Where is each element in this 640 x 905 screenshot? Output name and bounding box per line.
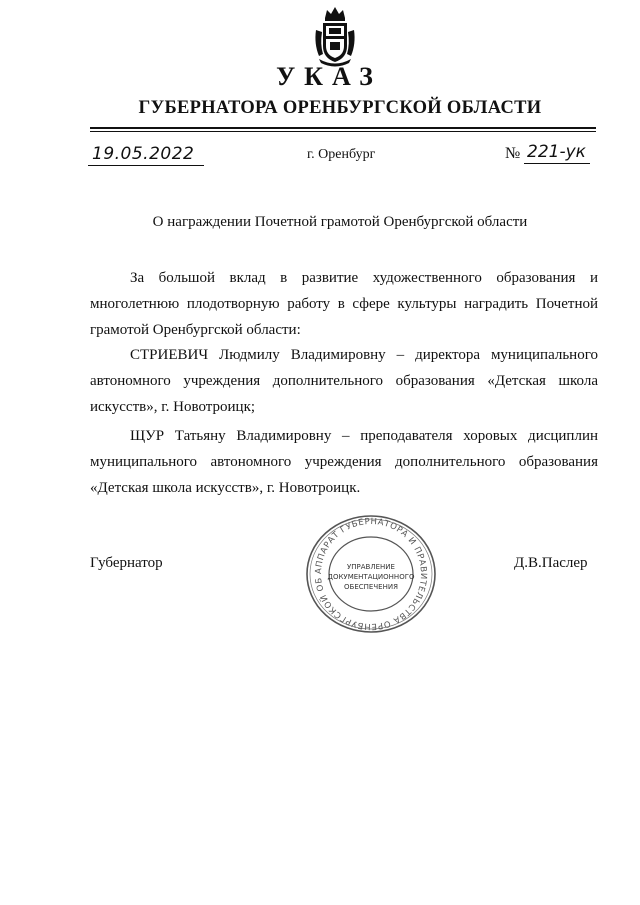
header-divider-thin xyxy=(90,131,596,132)
svg-text:ДОКУМЕНТАЦИОННОГО: ДОКУМЕНТАЦИОННОГО xyxy=(327,573,415,581)
coat-of-arms-icon xyxy=(313,4,357,68)
signatory-role: Губернатор xyxy=(90,555,163,571)
date-underline xyxy=(88,165,204,166)
svg-text:УПРАВЛЕНИЕ: УПРАВЛЕНИЕ xyxy=(347,563,395,571)
body-paragraph: За большой вклад в развитие художественного образования и многолетнюю плодотворную работу в сфере культуры наградить Почетной грамотой Оренбургской области: xyxy=(90,270,598,338)
number-sign: № xyxy=(505,145,521,162)
number-underline xyxy=(524,163,590,164)
svg-text:ОБЕСПЕЧЕНИЯ: ОБЕСПЕЧЕНИЯ xyxy=(344,583,398,591)
document-heading: О награждении Почетной грамотой Оренбургской области xyxy=(152,214,528,230)
document-number xyxy=(524,140,596,166)
header-divider xyxy=(90,127,596,129)
date-value: 19.05.2022 xyxy=(92,144,195,164)
document-date xyxy=(88,142,204,168)
awardee-paragraph: СТРИЕВИЧ Людмилу Владимировну – директора муниципального автономного учреждения дополнительного образования «Детская школа искусств», г. Новотроицк; xyxy=(90,347,598,415)
number-value: 221-ук xyxy=(527,142,586,162)
document-type-title: УКАЗ xyxy=(276,62,382,91)
official-stamp-icon xyxy=(303,512,439,636)
awardee-paragraph: ЩУР Татьяну Владимировну – преподавателя хоровых дисциплин муниципального автономного учреждения дополнительного образования «Детская школа искусств», г. Новотроицк. xyxy=(90,428,598,496)
document-city: г. Оренбург xyxy=(307,147,376,162)
issuer-subtitle: ГУБЕРНАТОРА ОРЕНБУРГСКОЙ ОБЛАСТИ xyxy=(138,98,542,118)
svg-text:АППАРАТ ГУБЕРНАТОРА И ПРАВИТЕЛ: АППАРАТ ГУБЕРНАТОРА И ПРАВИТЕЛЬСТВА ОРЕНБУРГСКОЙ ОБ xyxy=(313,516,429,632)
signatory-name: Д.В.Паслер xyxy=(514,555,588,571)
